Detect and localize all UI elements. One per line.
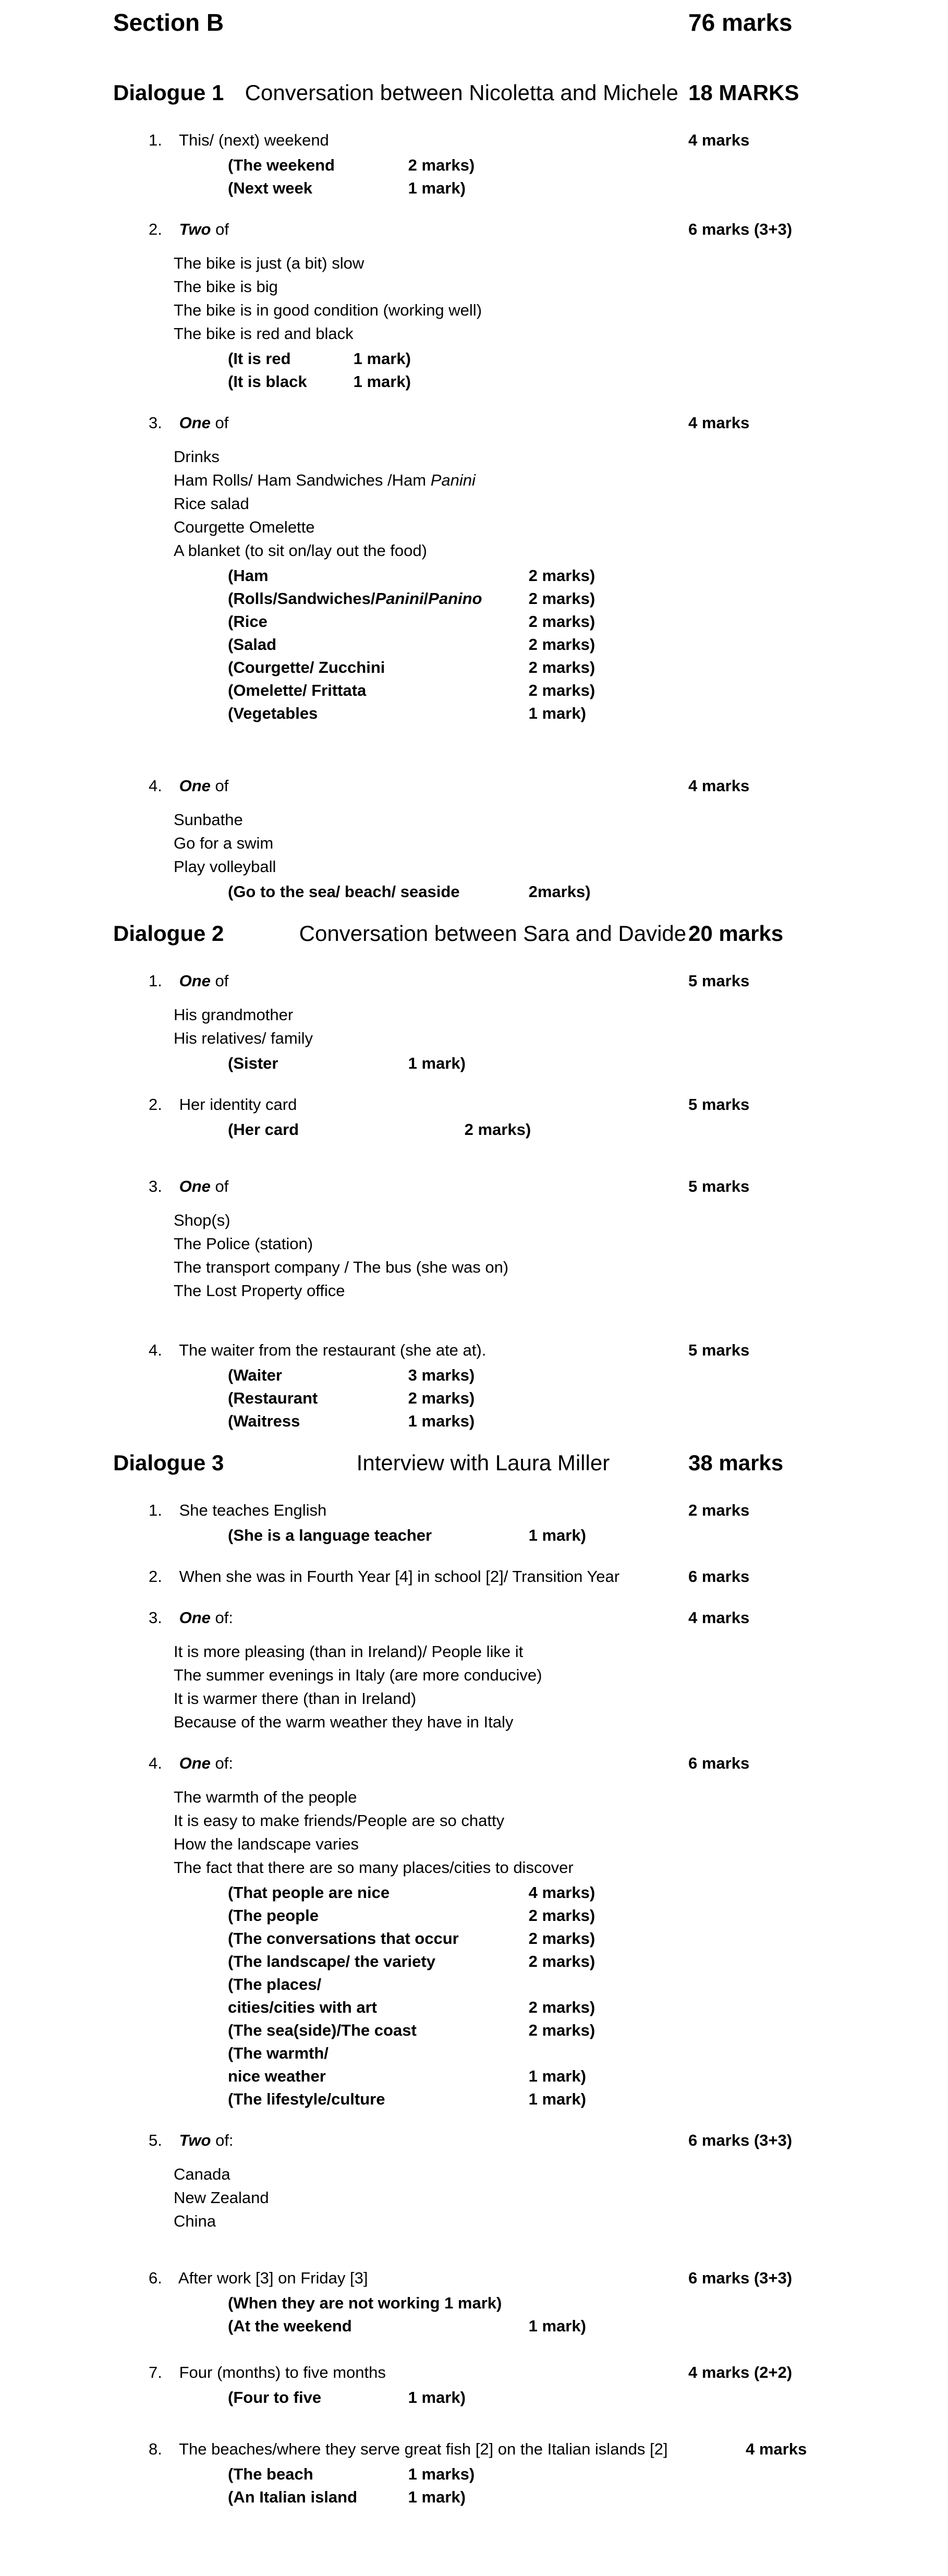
item-marks: 2 marks bbox=[688, 1501, 750, 1519]
option-label: (The landscape/ the variety bbox=[228, 1952, 435, 1970]
item-text: Four (months) to five months bbox=[179, 2363, 386, 2381]
option-label: (Rice bbox=[228, 612, 268, 631]
option-marks: 2 marks) bbox=[528, 1906, 595, 1925]
option-row bbox=[228, 1881, 948, 1904]
item-number: 1. bbox=[149, 1501, 162, 1519]
option-label-part: / bbox=[423, 589, 429, 608]
answer-line: His relatives/ family bbox=[174, 1029, 313, 1047]
option-row bbox=[228, 2042, 948, 2065]
dialogue-1-name: Dialogue 1 bbox=[113, 80, 224, 105]
option-marks: 1 mark) bbox=[353, 372, 411, 391]
option-label: (Salad bbox=[228, 635, 277, 654]
item-lead: Two bbox=[179, 220, 211, 238]
item-marks: 5 marks bbox=[688, 972, 750, 990]
answer-line: The bike is red and black bbox=[174, 324, 354, 343]
option-label: (The sea(side)/The coast bbox=[228, 2021, 417, 2039]
item-text: The waiter from the restaurant (she ate at). bbox=[179, 1341, 487, 1359]
option-marks: 2 marks) bbox=[528, 589, 595, 608]
d3-item-5 bbox=[0, 2128, 948, 2152]
item-text: of bbox=[211, 220, 229, 238]
section-total-marks: 76 marks bbox=[688, 9, 793, 36]
item-marks: 4 marks bbox=[688, 414, 750, 432]
option-row bbox=[228, 1524, 948, 1547]
answer-line: How the landscape varies bbox=[174, 1835, 359, 1853]
d3-item-8-options bbox=[0, 2463, 948, 2509]
option-label: (The warmth/ bbox=[228, 2044, 329, 2062]
d2-item-4-options bbox=[0, 1364, 948, 1433]
answer-line: Sunbathe bbox=[174, 811, 243, 829]
option-marks: 4 marks) bbox=[528, 1883, 595, 1902]
section-header bbox=[0, 7, 948, 38]
answer-line bbox=[174, 468, 948, 492]
item-text: of: bbox=[210, 1609, 234, 1627]
d1-item-4-answers bbox=[0, 808, 948, 878]
option-marks: 2 marks) bbox=[528, 612, 595, 631]
dialogue-3-header bbox=[0, 1448, 948, 1478]
option-row bbox=[228, 656, 948, 679]
answer-line: Because of the warm weather they have in Italy bbox=[174, 1713, 514, 1731]
item-text: Her identity card bbox=[179, 1095, 297, 1114]
dialogue-3-subtitle: Interview with Laura Miller bbox=[356, 1450, 610, 1475]
item-number: 2. bbox=[149, 220, 162, 238]
item-marks: 6 marks (3+3) bbox=[688, 2131, 793, 2149]
item-marks: 4 marks bbox=[688, 131, 750, 149]
option-marks: 1 marks) bbox=[408, 2465, 475, 2483]
option-row bbox=[228, 2088, 948, 2111]
dialogue-1-subtitle: Conversation between Nicoletta and Michele bbox=[245, 80, 678, 105]
option-label: (Waiter bbox=[228, 1366, 282, 1384]
item-lead: One bbox=[179, 972, 211, 990]
item-number: 1. bbox=[149, 972, 162, 990]
item-text: of: bbox=[210, 1754, 234, 1772]
option-row bbox=[228, 1118, 948, 1141]
item-marks: 4 marks bbox=[688, 1609, 750, 1627]
item-number: 4. bbox=[149, 777, 162, 795]
item-text: After work [3] on Friday [3] bbox=[178, 2269, 368, 2287]
option-marks: 2 marks) bbox=[528, 1929, 595, 1948]
item-number: 8. bbox=[149, 2440, 162, 2458]
answer-line: The bike is big bbox=[174, 277, 278, 296]
option-marks: 1 mark) bbox=[528, 2317, 586, 2335]
answer-line: Courgette Omelette bbox=[174, 518, 315, 536]
option-label: (The conversations that occur bbox=[228, 1929, 459, 1948]
item-number: 1. bbox=[149, 131, 162, 149]
d2-item-4 bbox=[0, 1338, 948, 1362]
item-number: 3. bbox=[149, 414, 162, 432]
option-marks: 1 mark) bbox=[353, 349, 411, 368]
d3-item-5-answers bbox=[0, 2162, 948, 2233]
option-row bbox=[228, 2292, 948, 2315]
item-lead: One bbox=[179, 777, 211, 795]
option-label: (Four to five bbox=[228, 2388, 322, 2406]
item-number: 3. bbox=[149, 1609, 162, 1627]
d3-item-3 bbox=[0, 1606, 948, 1629]
item-marks: 6 marks (3+3) bbox=[688, 2269, 793, 2287]
answer-line: Go for a swim bbox=[174, 834, 274, 852]
answer-text: Ham Rolls/ Ham Sandwiches /Ham bbox=[174, 471, 431, 489]
option-label: (Courgette/ Zucchini bbox=[228, 658, 385, 676]
item-lead: One bbox=[179, 1754, 211, 1772]
item-number: 3. bbox=[149, 1177, 162, 1195]
option-marks: 3 marks) bbox=[408, 1366, 475, 1384]
option-label: (An Italian island bbox=[228, 2488, 358, 2506]
d1-item-1-options bbox=[0, 154, 948, 200]
option-label: (Restaurant bbox=[228, 1389, 318, 1407]
option-marks: 2 marks) bbox=[464, 1120, 531, 1139]
option-label: (The weekend bbox=[228, 156, 335, 174]
item-lead: Two bbox=[179, 2131, 211, 2149]
item-text: This/ (next) weekend bbox=[179, 131, 329, 149]
answer-line: A blanket (to sit on/lay out the food) bbox=[174, 541, 427, 560]
item-text: When she was in Fourth Year [4] in school [2]/ Transition Year bbox=[179, 1567, 620, 1586]
answer-line: It is warmer there (than in Ireland) bbox=[174, 1689, 417, 1708]
option-row bbox=[228, 2315, 948, 2338]
option-label: (It is red bbox=[228, 349, 291, 368]
d1-item-4 bbox=[0, 774, 948, 797]
option-label: (Go to the sea/ beach/ seaside bbox=[228, 882, 460, 901]
option-label: (Her card bbox=[228, 1120, 299, 1139]
answer-text-italic: Panini bbox=[430, 471, 476, 489]
d2-item-2 bbox=[0, 1093, 948, 1116]
option-marks: 1 mark) bbox=[408, 1054, 466, 1072]
option-row bbox=[228, 1410, 948, 1433]
option-label: cities/cities with art bbox=[228, 1998, 377, 2016]
option-row bbox=[228, 154, 948, 177]
item-number: 2. bbox=[149, 1567, 162, 1586]
item-number: 5. bbox=[149, 2131, 162, 2149]
answer-line: Canada bbox=[174, 2165, 230, 2183]
option-label: nice weather bbox=[228, 2067, 326, 2085]
d3-item-7 bbox=[0, 2361, 948, 2384]
dialogue-3-marks: 38 marks bbox=[688, 1450, 784, 1475]
option-row bbox=[228, 1927, 948, 1950]
option-row bbox=[228, 1950, 948, 1973]
option-row bbox=[228, 2386, 948, 2409]
option-marks: 2 marks) bbox=[528, 566, 595, 585]
option-row bbox=[228, 679, 948, 702]
option-row bbox=[228, 587, 948, 610]
item-number: 7. bbox=[149, 2363, 162, 2381]
option-row bbox=[228, 880, 948, 903]
option-marks: 1 mark) bbox=[528, 2067, 586, 2085]
option-marks: 2 marks) bbox=[408, 156, 475, 174]
option-row bbox=[228, 1387, 948, 1410]
item-text: of bbox=[210, 972, 229, 990]
d2-item-1-answers bbox=[0, 1003, 948, 1050]
option-label: (At the weekend bbox=[228, 2317, 352, 2335]
d3-item-8 bbox=[0, 2437, 948, 2461]
answer-line: It is easy to make friends/People are so chatty bbox=[174, 1811, 505, 1830]
page-title: Section B bbox=[113, 9, 224, 36]
answer-line: The summer evenings in Italy (are more conducive) bbox=[174, 1666, 542, 1684]
option-marks: 2 marks) bbox=[408, 1389, 475, 1407]
option-row bbox=[228, 1996, 948, 2019]
option-marks: 1 mark) bbox=[408, 2488, 466, 2506]
option-row bbox=[228, 347, 948, 370]
dialogue-3-name: Dialogue 3 bbox=[113, 1450, 224, 1475]
answer-line: Rice salad bbox=[174, 494, 249, 513]
option-marks: 2 marks) bbox=[528, 2021, 595, 2039]
dialogue-2-subtitle: Conversation between Sara and Davide bbox=[299, 921, 687, 946]
item-lead: One bbox=[179, 414, 211, 432]
dialogue-2-marks: 20 marks bbox=[688, 921, 784, 946]
d3-item-6 bbox=[0, 2266, 948, 2290]
answer-line: His grandmother bbox=[174, 1006, 294, 1024]
item-text: of bbox=[210, 777, 229, 795]
item-text: She teaches English bbox=[179, 1501, 327, 1519]
option-marks: 2 marks) bbox=[528, 658, 595, 676]
option-label: (That people are nice bbox=[228, 1883, 390, 1902]
option-row bbox=[228, 1052, 948, 1075]
item-lead: One bbox=[179, 1609, 211, 1627]
d1-item-2-options bbox=[0, 347, 948, 393]
option-label: (Ham bbox=[228, 566, 269, 585]
option-label: (When they are not working 1 mark) bbox=[228, 2294, 502, 2312]
item-marks: 5 marks bbox=[688, 1341, 750, 1359]
option-marks: 2 marks) bbox=[528, 1952, 595, 1970]
item-text: The beaches/where they serve great fish [2] on the Italian islands [2] bbox=[179, 2440, 668, 2458]
d3-item-4-answers bbox=[0, 1785, 948, 1879]
option-marks: 2 marks) bbox=[528, 1998, 595, 2016]
d2-item-1-options bbox=[0, 1052, 948, 1075]
answer-line: The bike is in good condition (working well) bbox=[174, 301, 482, 319]
d3-item-6-options bbox=[0, 2292, 948, 2338]
answer-line: Drinks bbox=[174, 448, 220, 466]
option-label bbox=[228, 587, 524, 610]
d2-item-2-options bbox=[0, 1118, 948, 1141]
item-number: 2. bbox=[149, 1095, 162, 1114]
d1-item-1 bbox=[0, 128, 948, 152]
option-marks: 1 mark) bbox=[528, 704, 586, 722]
option-marks: 1 marks) bbox=[408, 1412, 475, 1430]
option-label: (Sister bbox=[228, 1054, 278, 1072]
item-number: 4. bbox=[149, 1341, 162, 1359]
item-text: of bbox=[210, 1177, 229, 1195]
option-marks: 2marks) bbox=[528, 882, 591, 901]
item-marks: 4 marks bbox=[746, 2440, 807, 2458]
option-row bbox=[228, 370, 948, 393]
d1-item-3-options bbox=[0, 564, 948, 725]
answer-line: The Lost Property office bbox=[174, 1281, 345, 1300]
option-marks: 1 mark) bbox=[408, 179, 466, 197]
item-lead: One bbox=[179, 1177, 211, 1195]
option-row bbox=[228, 702, 948, 725]
option-label: (The places/ bbox=[228, 1975, 322, 1993]
answer-line: China bbox=[174, 2212, 216, 2230]
d3-item-1 bbox=[0, 1498, 948, 1522]
answer-line: The Police (station) bbox=[174, 1235, 313, 1253]
option-row bbox=[228, 1364, 948, 1387]
d2-item-1 bbox=[0, 969, 948, 993]
option-row bbox=[228, 1904, 948, 1927]
answer-line: New Zealand bbox=[174, 2188, 269, 2207]
option-label: (Omelette/ Frittata bbox=[228, 681, 367, 699]
option-label: (She is a language teacher bbox=[228, 1526, 432, 1544]
d1-item-3-answers bbox=[0, 445, 948, 562]
item-marks: 4 marks bbox=[688, 777, 750, 795]
item-marks: 5 marks bbox=[688, 1177, 750, 1195]
item-number: 4. bbox=[149, 1754, 162, 1772]
option-marks: 1 mark) bbox=[528, 1526, 586, 1544]
d3-item-4-options bbox=[0, 1881, 948, 2111]
d3-item-4 bbox=[0, 1751, 948, 1775]
option-row bbox=[228, 2065, 948, 2088]
answer-line: It is more pleasing (than in Ireland)/ People like it bbox=[174, 1642, 524, 1661]
option-row bbox=[228, 2463, 948, 2486]
option-label: (It is black bbox=[228, 372, 307, 391]
item-marks: 6 marks (3+3) bbox=[688, 220, 793, 238]
item-text: of bbox=[210, 414, 229, 432]
dialogue-1-header bbox=[0, 78, 948, 107]
d3-item-7-options bbox=[0, 2386, 948, 2409]
d1-item-4-options bbox=[0, 880, 948, 903]
option-row bbox=[228, 1973, 948, 1996]
option-label-part-italic: Panini bbox=[375, 589, 424, 608]
answer-line: The warmth of the people bbox=[174, 1788, 357, 1806]
option-row bbox=[228, 2019, 948, 2042]
option-label-part: (Rolls/Sandwiches/ bbox=[228, 589, 375, 608]
dialogue-1-marks: 18 MARKS bbox=[688, 80, 799, 105]
option-row bbox=[228, 2486, 948, 2509]
item-marks: 4 marks (2+2) bbox=[688, 2363, 793, 2381]
option-row bbox=[228, 610, 948, 633]
dialogue-2-name: Dialogue 2 bbox=[113, 921, 224, 946]
d1-item-3 bbox=[0, 411, 948, 434]
option-label: (Next week bbox=[228, 179, 312, 197]
option-marks: 1 mark) bbox=[408, 2388, 466, 2406]
option-row bbox=[228, 633, 948, 656]
answer-line: Play volleyball bbox=[174, 857, 276, 876]
dialogue-2-header bbox=[0, 919, 948, 948]
answer-line: Shop(s) bbox=[174, 1211, 230, 1229]
answer-line: The bike is just (a bit) slow bbox=[174, 254, 364, 272]
d3-item-2 bbox=[0, 1565, 948, 1588]
option-marks: 1 mark) bbox=[528, 2090, 586, 2108]
answer-line: The fact that there are so many places/cities to discover bbox=[174, 1858, 574, 1877]
option-label: (The lifestyle/culture bbox=[228, 2090, 385, 2108]
answer-line: The transport company / The bus (she was on) bbox=[174, 1258, 509, 1276]
option-label: (Waitress bbox=[228, 1412, 300, 1430]
option-label: (The beach bbox=[228, 2465, 313, 2483]
d3-item-1-options bbox=[0, 1524, 948, 1547]
option-label: (The people bbox=[228, 1906, 319, 1925]
item-number: 6. bbox=[149, 2269, 162, 2287]
option-label: (Vegetables bbox=[228, 704, 318, 722]
item-marks: 6 marks bbox=[688, 1567, 750, 1586]
option-row bbox=[228, 177, 948, 200]
option-marks: 2 marks) bbox=[528, 681, 595, 699]
option-marks: 2 marks) bbox=[528, 635, 595, 654]
d1-item-2 bbox=[0, 217, 948, 241]
option-row bbox=[228, 564, 948, 587]
d3-item-3-answers bbox=[0, 1640, 948, 1734]
d2-item-3 bbox=[0, 1175, 948, 1198]
d2-item-3-answers bbox=[0, 1208, 948, 1302]
option-label-part-italic: Panino bbox=[428, 589, 482, 608]
item-text: of: bbox=[211, 2131, 234, 2149]
item-marks: 6 marks bbox=[688, 1754, 750, 1772]
item-marks: 5 marks bbox=[688, 1095, 750, 1114]
d1-item-2-answers bbox=[0, 251, 948, 345]
